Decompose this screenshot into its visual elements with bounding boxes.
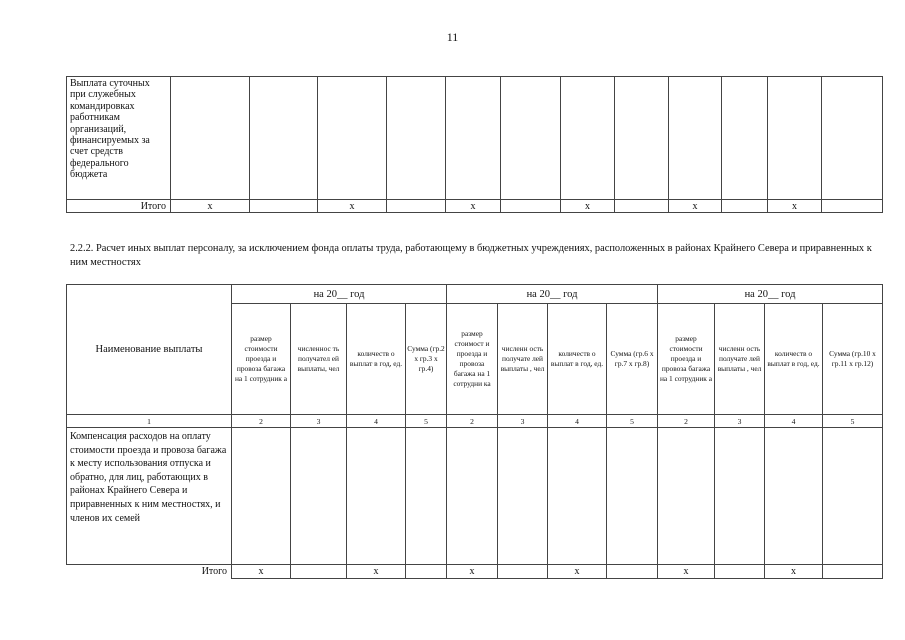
column-number: 2 xyxy=(658,415,715,428)
total-cell: x xyxy=(446,200,501,213)
column-number: 3 xyxy=(498,415,548,428)
table-cell xyxy=(765,428,823,565)
total-cell xyxy=(823,565,883,579)
total-row xyxy=(67,200,883,213)
section-heading: 2.2.2. Расчет иных выплат персоналу, за исключением фонда оплаты труда, работающему в бюджетных учреждениях, расположенных в районах Крайнего Севера и приравненных к ним местностях xyxy=(70,243,872,268)
column-header: Сумма (гр.6 х гр.7 х гр.8) xyxy=(607,304,658,415)
table-cell xyxy=(171,77,250,200)
page-number: 11 xyxy=(446,30,459,44)
column-header: Сумма (гр.10 х гр.11 х гр.12) xyxy=(823,304,883,415)
year-header: на 20__ год xyxy=(447,285,658,304)
name-header: Наименование выплаты xyxy=(67,285,232,415)
column-header: численн ость получате лей выплаты , чел xyxy=(498,304,548,415)
total-cell: x xyxy=(669,200,722,213)
table-cell xyxy=(715,428,765,565)
total-cell: x xyxy=(232,565,291,579)
year-header: на 20__ год xyxy=(658,285,883,304)
table-cell xyxy=(347,428,406,565)
total-cell: x xyxy=(548,565,607,579)
column-number: 4 xyxy=(347,415,406,428)
total-cell: x xyxy=(768,200,822,213)
column-number: 4 xyxy=(765,415,823,428)
total-label: Итого xyxy=(67,565,232,579)
table-cell xyxy=(658,428,715,565)
column-number: 3 xyxy=(715,415,765,428)
column-number: 4 xyxy=(548,415,607,428)
column-header: Сумма (гр.2 х гр.3 х гр.4) xyxy=(406,304,447,415)
total-cell xyxy=(615,200,669,213)
table-cell xyxy=(446,77,501,200)
column-number: 2 xyxy=(232,415,291,428)
total-cell xyxy=(722,200,768,213)
column-number: 2 xyxy=(447,415,498,428)
column-number: 1 xyxy=(67,415,232,428)
table-cell xyxy=(232,428,291,565)
table-cell xyxy=(822,77,883,200)
table-cell xyxy=(501,77,561,200)
total-cell: x xyxy=(765,565,823,579)
column-header: размер стоимост и проезда и провоза багажа на 1 сотрудни ка xyxy=(447,304,498,415)
table-cell xyxy=(823,428,883,565)
total-cell xyxy=(498,565,548,579)
column-header: численнос ть получател ей выплаты, чел xyxy=(291,304,347,415)
table-cell xyxy=(607,428,658,565)
total-cell xyxy=(387,200,446,213)
table-cell xyxy=(561,77,615,200)
total-cell xyxy=(501,200,561,213)
total-cell xyxy=(715,565,765,579)
table-cell xyxy=(669,77,722,200)
total-row xyxy=(67,565,883,579)
column-header: размер стоимости проезда и провоза багажа на 1 сотрудник а xyxy=(232,304,291,415)
total-cell: x xyxy=(561,200,615,213)
total-cell xyxy=(406,565,447,579)
table-cell xyxy=(406,428,447,565)
north-compensation-table xyxy=(66,284,883,579)
business-trip-allowance-table xyxy=(66,76,883,213)
column-header: размер стоимости проезда и провоза багажа на 1 сотрудник а xyxy=(658,304,715,415)
total-label: Итого xyxy=(67,200,171,213)
table-cell xyxy=(498,428,548,565)
column-number: 3 xyxy=(291,415,347,428)
column-header: количеств о выплат в год, ед. xyxy=(548,304,607,415)
column-header: количеств о выплат в год, ед. xyxy=(347,304,406,415)
column-number: 5 xyxy=(406,415,447,428)
total-cell xyxy=(822,200,883,213)
table-cell xyxy=(615,77,669,200)
row-label: Компенсация расходов на оплату стоимости проезда и провоза багажа к месту использования отпуска и обратно, для лиц, работающих в районах Крайнего Севера и приравненных к ним местностях, и членов их семей xyxy=(67,428,232,565)
table-cell xyxy=(722,77,768,200)
total-cell: x xyxy=(347,565,406,579)
table-cell xyxy=(250,77,318,200)
total-cell: x xyxy=(318,200,387,213)
total-cell xyxy=(607,565,658,579)
year-header: на 20__ год xyxy=(232,285,447,304)
total-cell: x xyxy=(171,200,250,213)
column-number: 5 xyxy=(607,415,658,428)
column-header: численн ость получате лей выплаты , чел xyxy=(715,304,765,415)
column-header: количеств о выплат в год, ед. xyxy=(765,304,823,415)
column-number-row xyxy=(67,415,883,428)
table-cell xyxy=(291,428,347,565)
column-number: 5 xyxy=(823,415,883,428)
table-cell xyxy=(548,428,607,565)
table-cell xyxy=(318,77,387,200)
total-cell: x xyxy=(447,565,498,579)
total-cell xyxy=(291,565,347,579)
total-cell: x xyxy=(658,565,715,579)
table-cell xyxy=(387,77,446,200)
table-cell xyxy=(768,77,822,200)
row-label: Выплата суточных при служебных командировках работникам организаций, финансируемых за счет средств федерального бюджета xyxy=(67,77,171,200)
total-cell xyxy=(250,200,318,213)
table-cell xyxy=(447,428,498,565)
